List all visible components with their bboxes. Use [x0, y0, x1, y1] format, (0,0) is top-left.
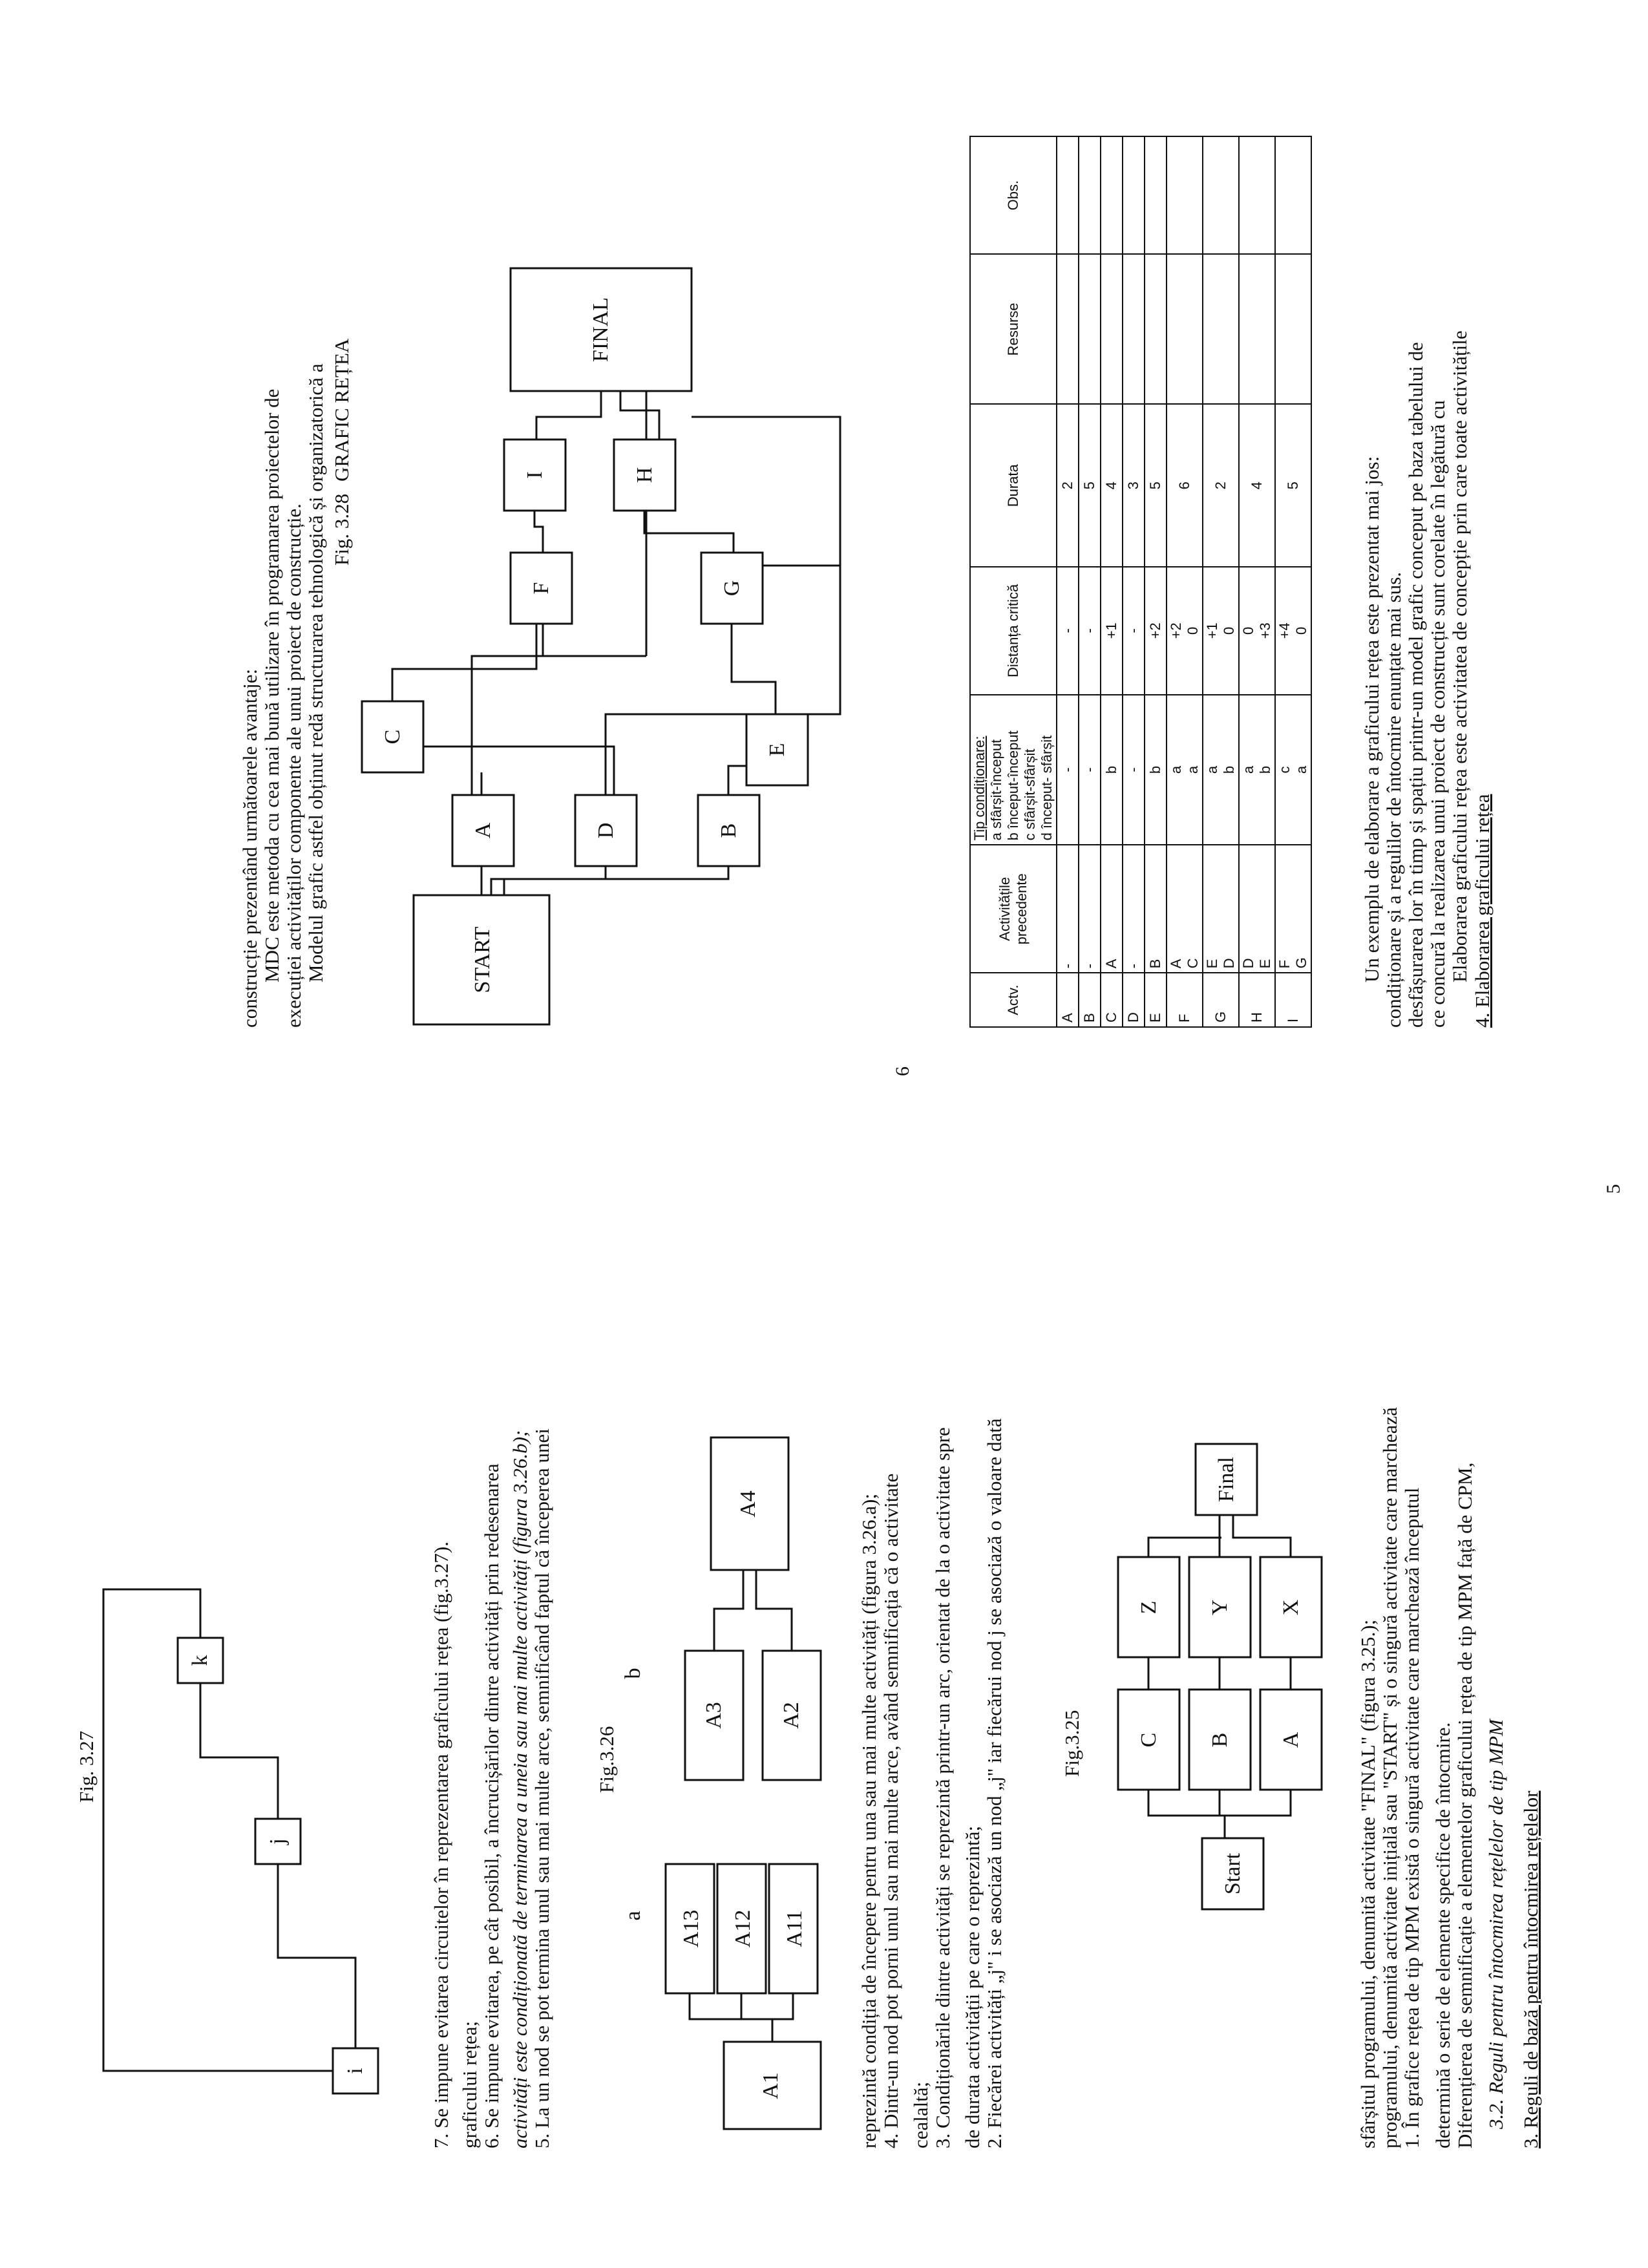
cell-dur: 2 [1203, 404, 1239, 567]
svg-text:B: B [1208, 1732, 1232, 1748]
cell-dur: 5 [1145, 404, 1167, 567]
rule-1-line: sfârșitul programului, denumită activitate "FINAL" (figura 3.25.); [1357, 1619, 1379, 2148]
svg-text:Z: Z [1137, 1600, 1161, 1615]
fig-3-27-caption: Fig. 3.27 [75, 1730, 98, 1803]
page-5 [0, 1134, 1648, 2268]
page-number-6: 6 [892, 1066, 913, 1076]
para-line: execuției activităților componente ale unui proiect de construcție. [282, 503, 305, 1028]
cell-dur: 2 [1057, 404, 1079, 567]
cell-cond: - [1123, 695, 1145, 845]
cell-dist: - [1079, 567, 1101, 695]
cell-prec: B [1145, 845, 1167, 973]
svg-text:A: A [1279, 1732, 1303, 1748]
cell-dist: +2 0 [1167, 567, 1203, 695]
svg-text:H: H [633, 467, 657, 483]
cell-dist: +1 [1101, 567, 1123, 695]
svg-text:A2: A2 [779, 1702, 803, 1729]
cell-cond: a a [1167, 695, 1203, 845]
fig-3-26-caption: Fig.3.26 [595, 1726, 618, 1793]
col-dist: Distanța critică [970, 567, 1057, 695]
col-cond: Tip condiționare: a sfârșit-început b început-început c sfârșit-sfârșit d început- sfârșit [970, 695, 1057, 845]
svg-text:A4: A4 [736, 1490, 760, 1518]
cell-actv: H [1239, 973, 1275, 1027]
section-heading: 3. Reguli de bază pentru întocmirea rețelelor [1519, 1790, 1542, 2148]
para-line: condiționare și a regulilor de întocmire enunțate mai sus. [1382, 571, 1405, 1028]
rule-3-line: cealaltă; [909, 2081, 932, 2148]
rule-7-line: 7. Se impune evitarea circuitelor în reprezentarea graficului rețea (fig.3.27). [430, 1541, 452, 2148]
figure-3-27 [0, 1134, 1648, 2268]
svg-text:k: k [188, 1655, 212, 1666]
cell-dist: +4 0 [1275, 567, 1311, 695]
svg-text:A: A [471, 822, 495, 839]
cell-cond: b [1145, 695, 1167, 845]
para-line: ce concură la realizarea unui proiect de construcție sunt corelate în legătură cu [1426, 400, 1449, 1028]
col-dur: Durata [970, 404, 1057, 567]
fig-3-26-label-a: a [621, 1911, 645, 1921]
svg-text:A12: A12 [731, 1909, 755, 1948]
para-line: Un exemplu de elaborare a graficului rețea este prezentat mai jos: [1360, 456, 1383, 982]
start-label: START [470, 926, 494, 993]
cell-cond: - [1079, 695, 1101, 845]
col-obs: Obs. [970, 136, 1057, 254]
cell-cond: - [1057, 695, 1079, 845]
subsection-heading: 3.2. Reguli pentru întocmirea rețelelor de tip MPM [1484, 1719, 1507, 2129]
cell-prec: D E [1239, 845, 1275, 973]
cell-dist: - [1123, 567, 1145, 695]
col-res: Resurse [970, 254, 1057, 404]
svg-text:A3: A3 [702, 1702, 726, 1729]
cell-dur: 5 [1275, 404, 1311, 567]
start-label: Start [1221, 1852, 1245, 1895]
svg-text:A13: A13 [679, 1909, 703, 1948]
cell-actv: G [1203, 973, 1239, 1027]
rule-5-line: activități este condiționată de terminarea a uneia sau mai multe activități (figura 3.26.b); [509, 1430, 531, 2148]
cell-prec: - [1057, 845, 1079, 973]
intro-line: Diferențierea de semnificație a elementelor graficului rețea de tip MPM față de CPM, [1453, 1462, 1476, 2148]
cell-dist: 0 +3 [1239, 567, 1275, 695]
fig-3-25-caption: Fig.3.25 [1061, 1710, 1083, 1777]
cell-actv: B [1079, 973, 1101, 1027]
para-line: desfășurarea lor în timp și spațiu printr-un model grafic conceput pe baza tabelului de [1404, 342, 1427, 1028]
cell-cond: c a [1275, 695, 1311, 845]
svg-text:j: j [266, 1838, 290, 1845]
cell-dist: +1 0 [1203, 567, 1239, 695]
svg-text:A11: A11 [783, 1910, 807, 1947]
rule-6-line: 6. Se impune evitarea, pe cât posibil, a încrucișărilor dintre activități prin redesenarea [480, 1463, 503, 2148]
cell-prec: A [1101, 845, 1123, 973]
fig-3-28-caption-1: Fig. 3.28 [330, 493, 353, 566]
svg-text:E: E [765, 743, 789, 757]
rule-4-line: reprezintă condiția de începere pentru una sau mai multe activități (figura 3.26.a); [858, 1493, 880, 2148]
svg-text:C: C [381, 729, 405, 745]
cell-actv: D [1123, 973, 1145, 1027]
cell-cond: a b [1203, 695, 1239, 845]
para-line: construcție prezentând următoarele avantaje: [238, 668, 261, 1028]
svg-text:G: G [720, 580, 744, 597]
rule-2-line: 2. Fiecărei activități „j" i se asociază un nod „j" iar fiecărui nod j se asociază o valoare dată [983, 1418, 1006, 2148]
cell-dist: +2 [1145, 567, 1167, 695]
cell-dur: 6 [1167, 404, 1203, 567]
cell-cond: a b [1239, 695, 1275, 845]
cell-dist: - [1057, 567, 1079, 695]
cell-prec: - [1079, 845, 1101, 973]
col-prec: Activitățile precedente [970, 845, 1057, 973]
rule-5-line: 5. La un nod se pot termina unul sau mai multe arce, semnificând faptul că începerea unei [531, 1428, 553, 2148]
cell-actv: C [1101, 973, 1123, 1027]
cell-actv: E [1145, 973, 1167, 1027]
rule-4-line: 4. Dintr-un nod pot porni unul sau mai multe arce, având semnificația că o activitate [880, 1473, 902, 2148]
svg-text:C: C [1137, 1732, 1161, 1748]
svg-text:I: I [523, 471, 547, 479]
section-heading: 4. Elaborarea graficului rețea [1471, 794, 1494, 1028]
fig-3-28-caption-2: GRAFIC REȚEA [330, 338, 353, 482]
rule-1-line: 1. În grafice rețea de tip MPM există o singură activitate care marchează începutul [1400, 1487, 1423, 2148]
svg-text:B: B [717, 823, 741, 838]
svg-text:i: i [343, 2068, 367, 2074]
svg-text:D: D [594, 822, 618, 839]
cell-dur: 4 [1101, 404, 1123, 567]
fig-3-26-label-b: b [621, 1668, 645, 1679]
page-number-5: 5 [1603, 1184, 1624, 1194]
final-label: Final [1214, 1457, 1238, 1502]
rule-2-line: de durata activității pe care o reprezintă; [961, 1825, 984, 2148]
cell-prec: F G [1275, 845, 1311, 973]
cell-dur: 5 [1079, 404, 1101, 567]
rule-3-line: 3. Condiționările dintre activități se reprezintă printr-un arc, orientat de la o activitate spre [931, 1427, 954, 2148]
cell-cond: b [1101, 695, 1123, 845]
rule-6-line: graficului rețea; [458, 2020, 481, 2148]
cell-actv: F [1167, 973, 1203, 1027]
rule-1-line: programului, denumită activitate inițială sau "START" și o singură activitate care marchează [1379, 1407, 1401, 2148]
cell-dur: 3 [1123, 404, 1145, 567]
cell-actv: A [1057, 973, 1079, 1027]
para-line: Elaborarea graficului rețea este activitatea de concepție prin care toate activitățile [1448, 330, 1471, 982]
svg-text:F: F [529, 582, 553, 595]
cell-dur: 4 [1239, 404, 1275, 567]
cell-actv: I [1275, 973, 1311, 1027]
para-line: Modelul grafic astfel obținut redă structurarea tehnologică și organizatorică a [304, 363, 327, 982]
svg-text:A1: A1 [759, 2072, 783, 2099]
final-label: FINAL [589, 297, 613, 363]
svg-text:X: X [1279, 1599, 1303, 1616]
col-actv: Actv. [970, 973, 1057, 1027]
cell-prec: E D [1203, 845, 1239, 973]
para-line: MDC este metoda cu cea mai bună utilizare în programarea proiectelor de [260, 388, 283, 982]
svg-text:Y: Y [1208, 1599, 1232, 1616]
intro-line: determină o serie de elemente specifice de întocmire. [1431, 1722, 1454, 2148]
cell-prec: A C [1167, 845, 1203, 973]
cell-prec: - [1123, 845, 1145, 973]
